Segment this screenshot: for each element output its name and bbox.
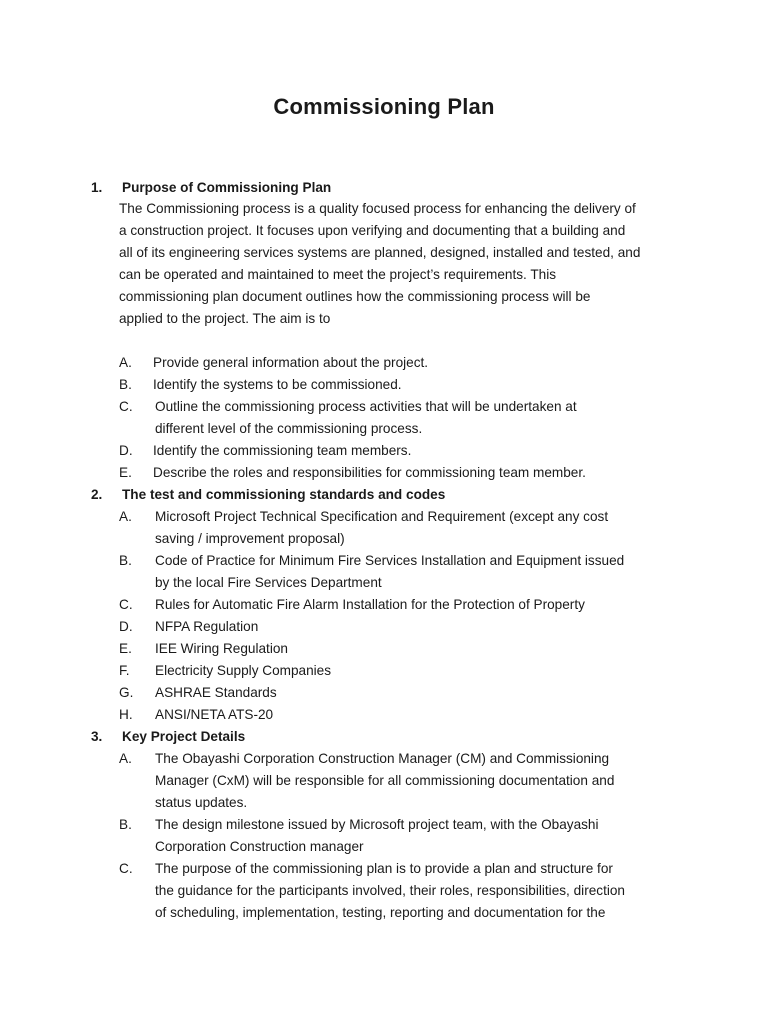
list-letter: H. bbox=[119, 707, 133, 722]
list-item: Describe the roles and responsibilities for commissioning team member. bbox=[153, 465, 586, 480]
paragraph-line: commissioning plan document outlines how the commissioning process will be bbox=[119, 289, 591, 304]
list-item: Microsoft Project Technical Specification and Requirement (except any cost bbox=[155, 509, 609, 524]
list-letter: E. bbox=[119, 641, 132, 656]
section-heading: Purpose of Commissioning Plan bbox=[122, 180, 332, 195]
list-letter: E. bbox=[119, 465, 132, 480]
list-item-continuation: status updates. bbox=[155, 795, 248, 810]
section-heading: The test and commissioning standards and codes bbox=[122, 487, 446, 502]
section-number: 3. bbox=[91, 729, 103, 744]
list-letter: G. bbox=[119, 685, 134, 700]
paragraph-line: applied to the project. The aim is to bbox=[119, 311, 331, 326]
list-item-continuation: of scheduling, implementation, testing, reporting and documentation for the bbox=[155, 905, 606, 920]
list-letter: C. bbox=[119, 597, 133, 612]
list-item-continuation: saving / improvement proposal) bbox=[155, 531, 345, 546]
list-item: The Obayashi Corporation Construction Manager (CM) and Commissioning bbox=[155, 751, 610, 766]
list-item-continuation: by the local Fire Services Department bbox=[155, 575, 382, 590]
list-item: Identify the systems to be commissioned. bbox=[153, 377, 402, 392]
list-letter: D. bbox=[119, 443, 133, 458]
list-letter: C. bbox=[119, 399, 133, 414]
list-item: NFPA Regulation bbox=[155, 619, 259, 634]
list-item: The purpose of the commissioning plan is to provide a plan and structure for bbox=[155, 861, 613, 876]
list-letter: B. bbox=[119, 817, 132, 832]
list-item: The design milestone issued by Microsoft project team, with the Obayashi bbox=[155, 817, 599, 832]
section-number: 1. bbox=[91, 180, 103, 195]
document-title: Commissioning Plan bbox=[273, 94, 495, 119]
list-letter: A. bbox=[119, 509, 132, 524]
list-item-continuation: Manager (CxM) will be responsible for all commissioning documentation and bbox=[155, 773, 615, 788]
list-letter: D. bbox=[119, 619, 133, 634]
list-item: Provide general information about the project. bbox=[153, 355, 429, 370]
list-item: Rules for Automatic Fire Alarm Installation for the Protection of Property bbox=[155, 597, 585, 612]
list-letter: C. bbox=[119, 861, 133, 876]
list-letter: F. bbox=[119, 663, 130, 678]
list-item-continuation: different level of the commissioning process. bbox=[155, 421, 423, 436]
paragraph-line: all of its engineering services systems are planned, designed, installed and tested, and bbox=[119, 245, 641, 260]
list-item: Electricity Supply Companies bbox=[155, 663, 332, 678]
list-letter: A. bbox=[119, 355, 132, 370]
paragraph-line: a construction project. It focuses upon verifying and documenting that a building and bbox=[119, 223, 626, 238]
paragraph-line: The Commissioning process is a quality focused process for enhancing the delivery of bbox=[119, 201, 636, 216]
paragraph-line: can be operated and maintained to meet the project’s requirements. This bbox=[119, 267, 557, 282]
list-letter: B. bbox=[119, 553, 132, 568]
list-item: IEE Wiring Regulation bbox=[155, 641, 288, 656]
list-item: ASHRAE Standards bbox=[155, 685, 277, 700]
list-item-continuation: Corporation Construction manager bbox=[155, 839, 364, 854]
list-item-continuation: the guidance for the participants involved, their roles, responsibilities, direction bbox=[155, 883, 625, 898]
list-item: Outline the commissioning process activities that will be undertaken at bbox=[155, 399, 577, 414]
section-heading: Key Project Details bbox=[122, 729, 246, 744]
list-letter: B. bbox=[119, 377, 132, 392]
section-number: 2. bbox=[91, 487, 103, 502]
list-item: Identify the commissioning team members. bbox=[153, 443, 412, 458]
list-letter: A. bbox=[119, 751, 132, 766]
list-item: ANSI/NETA ATS-20 bbox=[155, 707, 274, 722]
list-item: Code of Practice for Minimum Fire Services Installation and Equipment issued bbox=[155, 553, 625, 568]
